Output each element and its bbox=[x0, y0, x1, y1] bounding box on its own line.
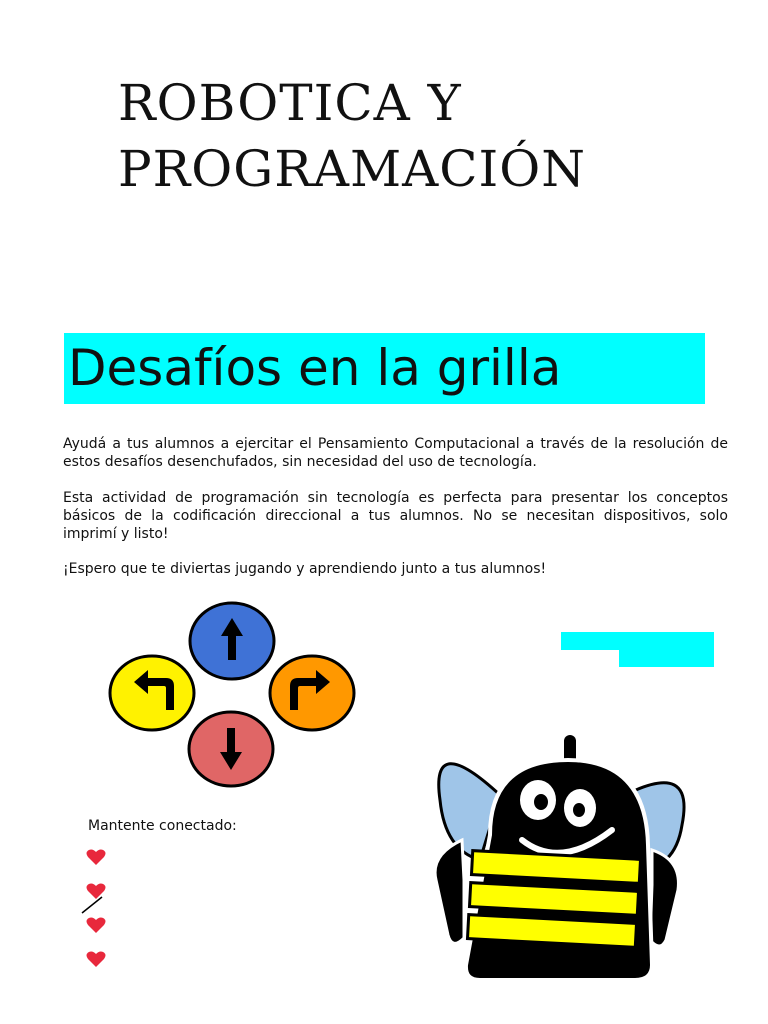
arrow-down-icon bbox=[189, 712, 273, 786]
stay-connected-label: Mantente conectado: bbox=[88, 818, 237, 834]
heart-icon[interactable] bbox=[86, 950, 110, 984]
activity-paragraph: Esta actividad de programación sin tecnología es perfecta para presentar los conceptos básicos de la codificación direccional a tus alumnos. No se necesitan dispositivos, solo imprimí y listo! bbox=[63, 490, 728, 542]
arrow-turn-left-icon bbox=[110, 656, 194, 730]
arrow-buttons-graphic bbox=[104, 598, 356, 790]
arrow-up-icon bbox=[190, 603, 274, 679]
title-line-1: ROBOTICA Y bbox=[118, 74, 462, 132]
title-line-2: PROGRAMACIÓN bbox=[118, 140, 587, 198]
page-title bbox=[118, 70, 586, 202]
heart-icon[interactable] bbox=[86, 916, 110, 950]
cyan-decoration-bottom bbox=[619, 648, 714, 667]
closing-paragraph: ¡Espero que te diviertas jugando y aprendiendo junto a tus alumnos! bbox=[63, 561, 547, 577]
bee-robot-icon bbox=[420, 730, 695, 1020]
decorative-stroke bbox=[80, 893, 106, 915]
subtitle: Desafíos en la grilla bbox=[68, 339, 562, 397]
heart-icon[interactable] bbox=[86, 848, 110, 882]
social-hearts-list bbox=[86, 848, 110, 984]
arrow-turn-right-icon bbox=[270, 656, 354, 730]
intro-paragraph: Ayudá a tus alumnos a ejercitar el Pensamiento Computacional a través de la resolución de estos desafíos desenchufados, sin necesidad del uso de tecnología. bbox=[63, 436, 728, 470]
